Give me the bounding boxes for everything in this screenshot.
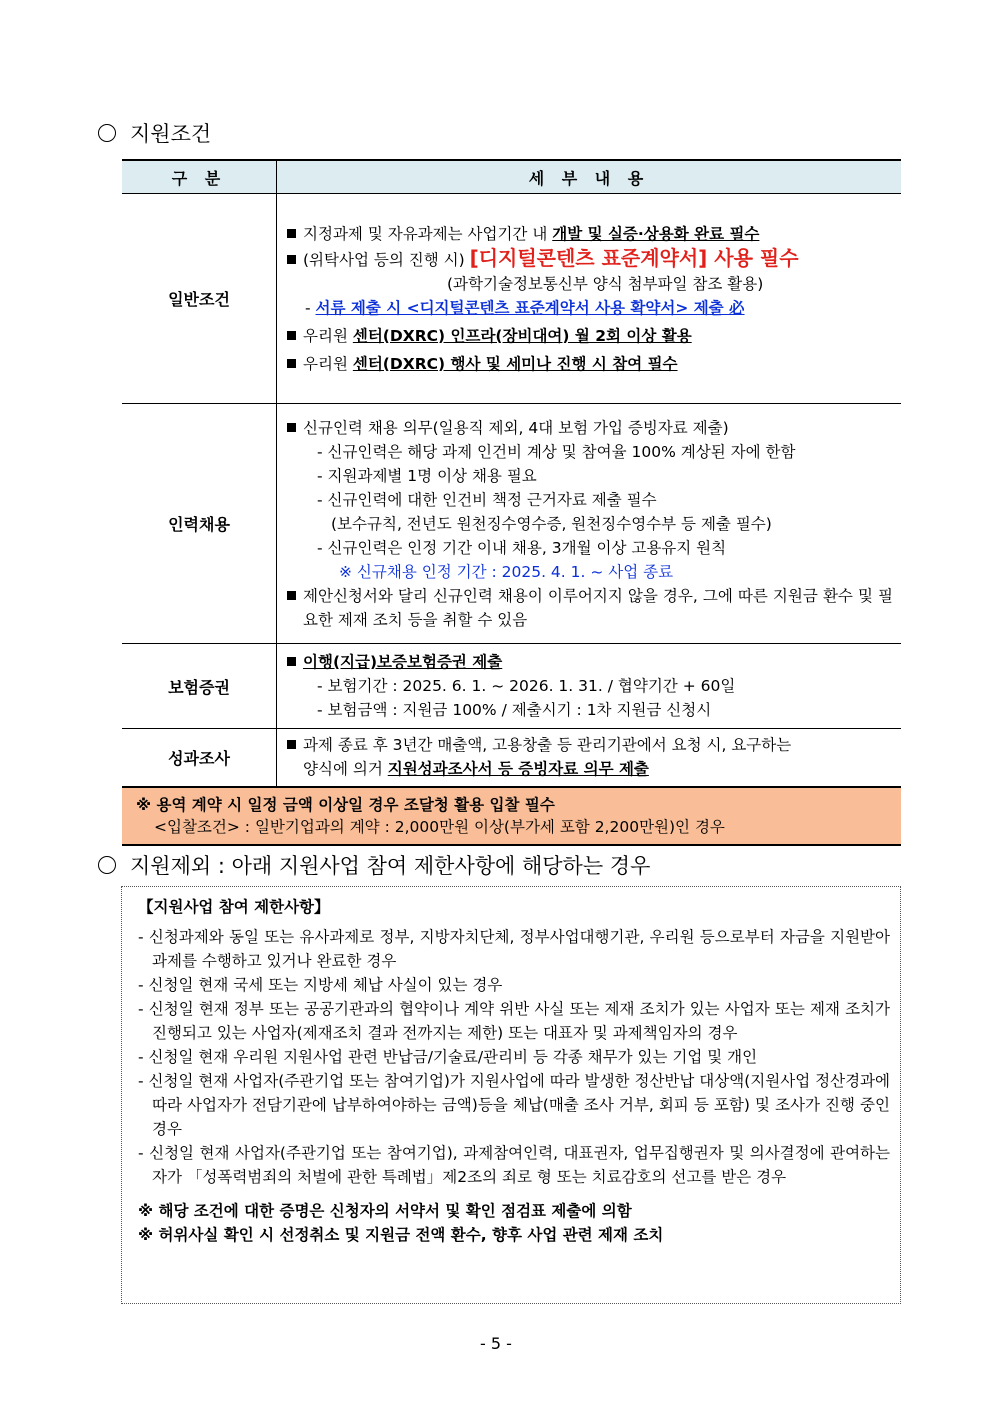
square-bullet-icon xyxy=(287,255,296,264)
bid-note xyxy=(122,787,901,845)
general-line-2: (위탁사업 등의 진행 시) [디지털콘텐츠 표준계약서] 사용 필수 xyxy=(285,246,893,272)
section-title-text: 지원조건 xyxy=(130,122,212,146)
square-bullet-icon xyxy=(287,359,296,368)
restriction-item-4: - 신청일 현재 우리원 지원사업 관련 반납금/기술료/관리비 등 각종 채무가 있는 기업 및 개인 xyxy=(138,1048,758,1066)
row-insurance xyxy=(122,644,901,729)
restriction-note-1: ※ 해당 조건에 대한 증명은 신청자의 서약서 및 확인 점검표 제출에 의함 xyxy=(138,1202,632,1220)
restriction-item-5: - 신청일 현재 사업자(주관기업 또는 참여기업)가 지원사업에 따라 발생한 정산반납 대상액(지원사업 정산경과에 따라 사업자가 전담기관에 납부하여야하는 금액)등을 체납(매출 조사 거부, 회피 등 포함) 및 조사가 진행 중인 경우 xyxy=(138,1072,890,1138)
hiring-line-2: - 신규인력은 해당 과제 인건비 계상 및 참여율 100% 계상된 자에 한함 xyxy=(317,442,796,461)
square-bullet-icon xyxy=(287,591,296,600)
page-number: - 5 - xyxy=(480,1334,512,1353)
table-header-row xyxy=(122,160,901,194)
hiring-line-3: - 지원과제별 1명 이상 채용 필요 xyxy=(317,466,537,485)
row-hiring xyxy=(122,404,901,644)
hiring-line-6: - 신규인력은 인정 기간 이내 채용, 3개월 이상 고용유지 원칙 xyxy=(317,538,727,557)
restrictions-heading: 【지원사업 참여 제한사항】 xyxy=(138,898,330,916)
section-title-support-conditions xyxy=(98,118,211,148)
row-general xyxy=(122,194,901,404)
insurance-line-2: - 보험기간 : 2025. 6. 1. ~ 2026. 1. 31. / 협약기간 + 60일 xyxy=(317,677,736,695)
label-hiring: 인력채용 xyxy=(122,404,277,644)
hiring-line-7: ※ 신규채용 인정 기간 : 2025. 4. 1. ~ 사업 종료 xyxy=(339,562,674,581)
general-line-3: (과학기술정보통신부 양식 첨부파일 참조 활용) xyxy=(447,274,764,293)
label-survey: 성과조사 xyxy=(122,729,277,787)
content-survey xyxy=(277,729,902,787)
square-bullet-icon xyxy=(287,331,296,340)
row-bid-note xyxy=(122,787,901,845)
insurance-line-1: 이행(지급)보증보험증권 제출 xyxy=(285,650,893,674)
conditions-table xyxy=(122,159,901,846)
content-general xyxy=(277,194,902,404)
hiring-line-5: (보수규칙, 전년도 원천징수영수증, 원천징수영수부 등 제출 필수) xyxy=(331,514,772,533)
label-general: 일반조건 xyxy=(122,194,277,404)
content-hiring xyxy=(277,404,902,644)
restriction-item-6: - 신청일 현재 사업자(주관기업 또는 참여기업), 과제참여인력, 대표권자, 업무집행권자 및 의사결정에 관여하는 자가 「성폭력범죄의 처벌에 관한 특례법」제2조의 죄로 형 또는 치료감호의 선고를 받은 경우 xyxy=(138,1144,890,1186)
survey-line-1: 과제 종료 후 3년간 매출액, 고용창출 등 관리기관에서 요청 시, 요구하는 xyxy=(285,733,893,757)
general-line-6: 우리원 센터(DXRC) 행사 및 세미나 진행 시 참여 필수 xyxy=(285,352,893,376)
hiring-line-4: - 신규인력에 대한 인건비 책정 근거자료 제출 필수 xyxy=(317,490,657,509)
square-bullet-icon xyxy=(287,740,296,749)
square-bullet-icon xyxy=(287,229,296,238)
restriction-item-3: - 신청일 현재 정부 또는 공공기관과의 협약이나 계약 위반 사실 또는 제재 조치가 있는 사업자 또는 제재 조치가 진행되고 있는 사업자(제재조치 결과 전까지는 제한) 또는 대표자 및 과제책임자의 경우 xyxy=(138,1000,890,1042)
square-bullet-icon xyxy=(287,423,296,432)
header-category: 구 분 xyxy=(122,160,277,194)
restriction-item-2: - 신청일 현재 국세 또는 지방세 체납 사실이 있는 경우 xyxy=(138,976,503,994)
row-survey xyxy=(122,729,901,787)
hiring-line-8: 제안신청서와 달리 신규인력 채용이 이루어지지 않을 경우, 그에 따른 지원금 환수 및 필요한 제재 조치 등을 취할 수 있음 xyxy=(285,584,893,632)
survey-line-2: 양식에 의거 지원성과조사서 등 증빙자료 의무 제출 xyxy=(303,760,649,779)
section-title-exclusion xyxy=(98,850,650,880)
insurance-line-3: - 보험금액 : 지원금 100% / 제출시기 : 1차 지원금 신청시 xyxy=(317,701,712,719)
content-insurance xyxy=(277,644,902,729)
circle-bullet-icon xyxy=(98,124,116,142)
restriction-item-1: - 신청과제와 동일 또는 유사과제로 정부, 지방자치단체, 정부사업대행기관, 우리원 등으로부터 자금을 지원받아 과제를 수행하고 있거나 완료한 경우 xyxy=(138,928,890,970)
hiring-line-1: 신규인력 채용 의무(일용직 제외, 4대 보험 가입 증빙자료 제출) xyxy=(285,416,893,440)
square-bullet-icon xyxy=(287,657,296,666)
general-line-1: 지정과제 및 자유과제는 사업기간 내 개발 및 실증·상용화 완료 필수 xyxy=(285,222,893,246)
bid-note-line-2: <입찰조건> : 일반기업과의 계약 : 2,000만원 이상(부가세 포함 2,200만원)인 경우 xyxy=(154,817,725,836)
bid-note-line-1: ※ 용역 계약 시 일정 금액 이상일 경우 조달청 활용 입찰 필수 xyxy=(136,795,555,814)
restrictions-box xyxy=(121,886,901,1304)
general-line-5: 우리원 센터(DXRC) 인프라(장비대여) 월 2회 이상 활용 xyxy=(285,324,893,348)
label-insurance: 보험증권 xyxy=(122,644,277,729)
restriction-note-2: ※ 허위사실 확인 시 선정취소 및 지원금 전액 환수, 향후 사업 관련 제재 조치 xyxy=(138,1226,664,1244)
header-details: 세 부 내 용 xyxy=(277,160,902,194)
section-title-text: 지원제외 : 아래 지원사업 참여 제한사항에 해당하는 경우 xyxy=(130,854,651,878)
general-line-4: - 서류 제출 시 <디지털콘텐츠 표준계약서 사용 확약서> 제출 必 xyxy=(305,298,745,317)
circle-bullet-icon xyxy=(98,856,116,874)
